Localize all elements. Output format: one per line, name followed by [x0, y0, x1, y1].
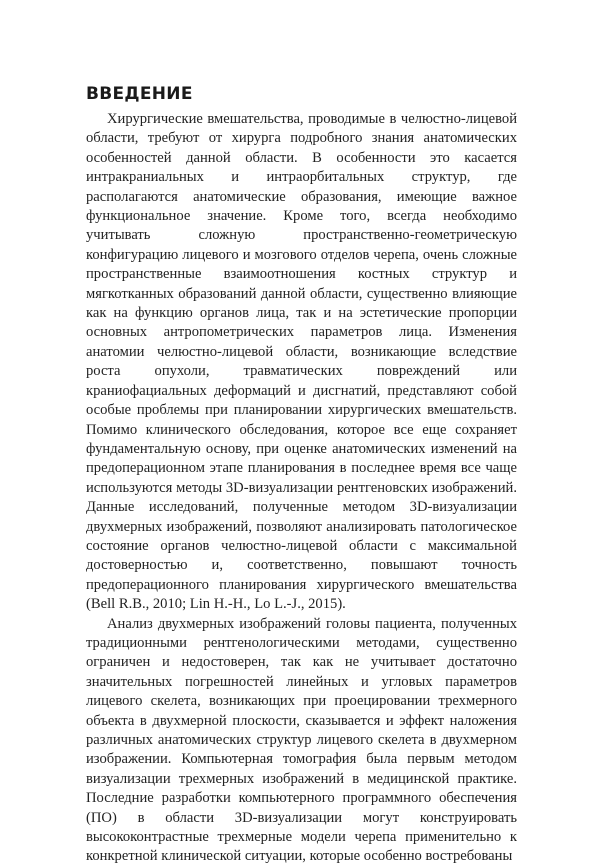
body-text	[86, 110, 517, 867]
paragraph-2: Анализ двухмерных изображений головы пациента, полученных традиционными рентгенологическими методами, существенно ограничен и недостоверен, так как не учитывает достаточно значительных погрешностей линейных и угловых параметров лицевого скелета, возникающих при проецировании трехмерного объекта в двухмерной плоскости, сказывается и эффект наложения различных анатомических структур лицевого скелета в двухмерном изображении. Компьютерная томография была первым методом визуализации трехмерных изображений в медицинской практике. Последние разработки компьютерного программного обеспечения (ПО) в области 3D-визуализации могут конструировать высококонтрастные трехмерные модели черепа применительно к конкретной клинической ситуации, которые особенно востребованы	[86, 615, 517, 865]
paragraph-1: Хирургические вмешательства, проводимые в челюстно-лицевой области, требуют от хирурга подробного знания анатомических особенностей данной области. В особенности это касается интракраниальных и интраорбитальных структур, где располагаются анатомические образования, имеющие важное функциональное значение. Кроме того, всегда необходимо учитывать сложную пространственно-геометрическую конфигурацию лицевого и мозгового отделов черепа, очень сложные пространственные взаимоотношения костных структур и мягкотканных образований данной области, существенно влияющие как на функцию органов лица, так и на эстетические пропорции основных антропометрических параметров лица. Изменения анатомии челюстно-лицевой области, возникающие вследствие роста опухоли, травматических повреждений или краниофациальных деформаций и дисгнатий, представляют собой особые проблемы при планировании хирургических вмешательств. Помимо клинического обследования, которое все еще сохраняет фундаментальную основу, при оценке анатомических изменений на предоперационном этапе планирования в последнее время все чаще используются методы 3D-визуализации рентгеновских изображений. Данные исследований, полученные методом 3D-визуализации двухмерных изображений, позволяют анализировать патологическое состояние органов челюстно-лицевой области с максимальной достоверностью и, соответственно, повышают точность предоперационного планирования хирургического вмешательства (Bell R.B., 2010; Lin H.-H., Lo L.-J., 2015).	[86, 111, 517, 613]
page-title: ВВЕДЕНИЕ	[86, 84, 193, 104]
